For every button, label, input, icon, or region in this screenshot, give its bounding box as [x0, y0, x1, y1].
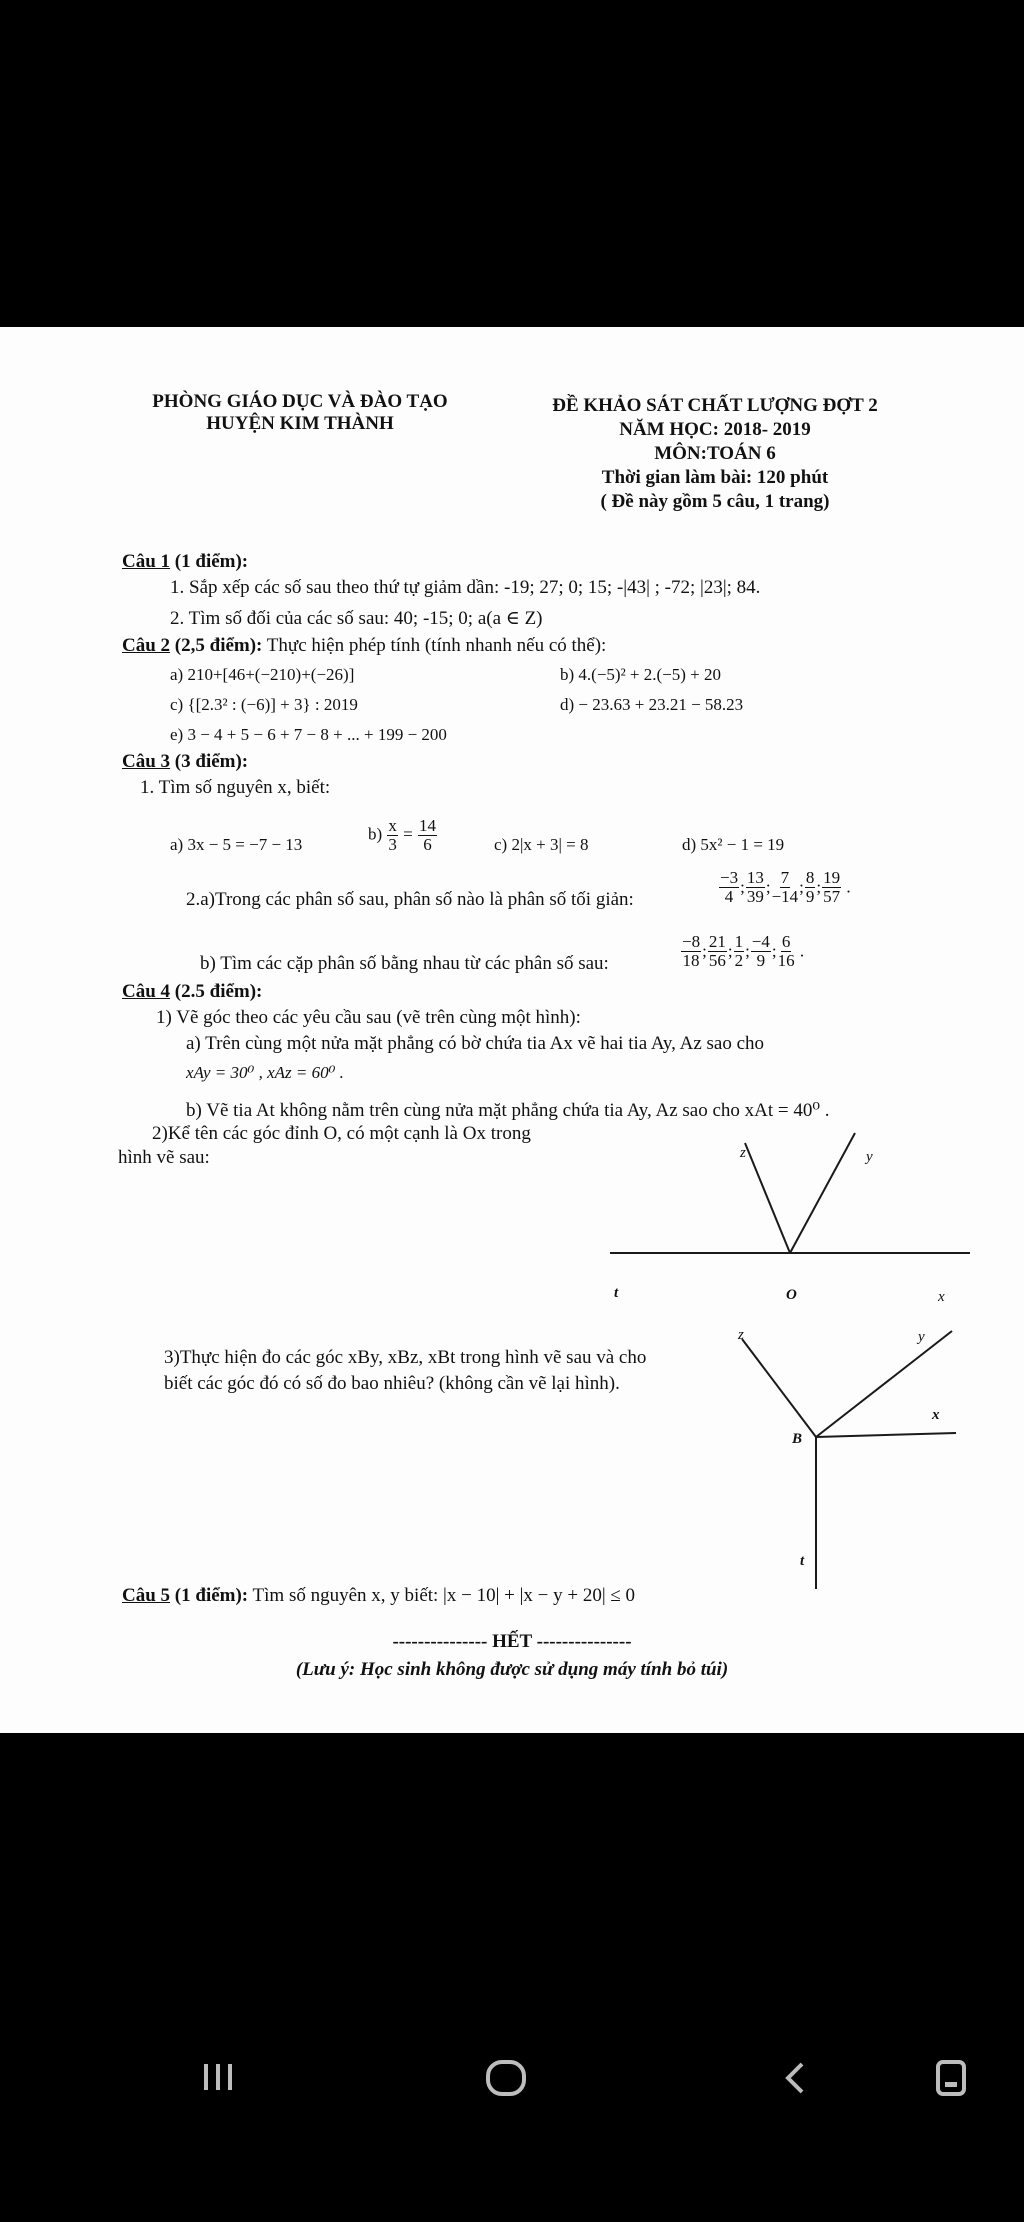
p2b-fraction-1 [681, 933, 701, 970]
fraction-separator: ; [745, 941, 750, 961]
q2-d: d) − 23.63 + 23.21 − 58.23 [560, 695, 744, 714]
q1-heading [122, 551, 248, 573]
header-right-line5: ( Đề này gồm 5 câu, 1 trang) [600, 491, 830, 512]
p2b-fraction-5 [778, 933, 795, 970]
fraction-separator: ; [799, 877, 804, 897]
p2b-fraction-denominator: 18 [682, 950, 700, 970]
p2a-fraction-denominator: 9 [805, 886, 815, 906]
q3-points: (3 điểm): [170, 751, 249, 772]
q4-p3-line1: 3)Thực hiện đo các góc xBy, xBz, xBt trong hình vẽ sau và cho [164, 1347, 647, 1368]
p2b-fraction-numerator: 1 [734, 932, 744, 951]
q4-heading [122, 981, 262, 1003]
q3-c: c) 2|x + 3| = 8 [494, 835, 589, 854]
q4-p1b: b) Vẽ tia At không nằm trên cùng nửa mặt phẳng chứa tia Ay, Az sao cho xAt = 40⁰ . [186, 1100, 830, 1121]
p2b-fraction-3 [734, 933, 745, 970]
q3-b-prefix: b) [368, 824, 383, 844]
p2a-fraction-denominator: 4 [724, 886, 734, 906]
p2a-fraction-1 [719, 869, 739, 906]
p2b-fraction-denominator: 56 [708, 950, 726, 970]
home-button[interactable] [484, 2058, 528, 2103]
p2b-fraction-numerator: −4 [751, 932, 770, 951]
recent-apps-icon [200, 2060, 236, 2094]
q2-b: b) 4.(−5)² + 2.(−5) + 20 [560, 665, 722, 684]
q4-p2-line1: 2)Kể tên các góc đỉnh O, có một cạnh là Ox trong [152, 1123, 531, 1144]
q2-title: Câu 2 [122, 635, 171, 656]
footer-note: (Lưu ý: Học sinh không được sử dụng máy tính bỏ túi) [295, 1659, 729, 1680]
p2a-fraction-numerator: −3 [720, 868, 739, 887]
p2a-fraction-3 [772, 869, 799, 906]
ray-oz [745, 1143, 790, 1253]
q5-title: Câu 5 [122, 1585, 171, 1606]
p2a-fraction-numerator: 7 [780, 868, 790, 887]
header-right-line1: ĐỀ KHẢO SÁT CHẤT LƯỢNG ĐỢT 2 [552, 395, 878, 416]
q1-points: (1 điểm): [170, 551, 249, 572]
q3-d: d) 5x² − 1 = 19 [682, 835, 785, 854]
fraction-separator: ; [816, 877, 822, 897]
header-left-line2: HUYỆN KIM THÀNH [206, 413, 394, 434]
exam-page [0, 327, 1024, 1733]
q2-e: e) 3 − 4 + 5 − 6 + 7 − 8 + ... + 199 − 200 [170, 725, 447, 744]
p2a-fraction-numerator: 13 [746, 868, 764, 887]
screenshot-button[interactable] [934, 2058, 968, 2103]
fig1-label-t: t [614, 1285, 619, 1301]
q4-p3-line2: biết các góc đó có số đo bao nhiêu? (không cần vẽ lại hình). [164, 1373, 620, 1394]
p2a-fraction-denominator: 57 [823, 886, 841, 906]
p2b-fraction-numerator: 21 [708, 932, 726, 951]
p2a-fraction-denominator: 39 [746, 886, 764, 906]
fraction-separator: ; [740, 877, 745, 897]
q1-item1: 1. Sắp xếp các số sau theo thứ tự giảm dần: -19; 27; 0; 15; -|43| ; -72; |23|; 84. [170, 577, 761, 598]
p2b-fraction-denominator: 9 [756, 950, 766, 970]
figure-angles-o [600, 1127, 980, 1277]
q4-p1a: a) Trên cùng một nửa mặt phẳng có bờ chứa tia Ax vẽ hai tia Ay, Az sao cho [186, 1033, 765, 1054]
fig2-label-x: x [932, 1407, 940, 1423]
header-right-line4: Thời gian làm bài: 120 phút [601, 467, 829, 488]
fig2-label-z: z [738, 1327, 744, 1343]
recent-apps-button[interactable] [200, 2060, 236, 2099]
fig2-label-b: B [792, 1431, 803, 1447]
fig1-label-x: x [938, 1289, 945, 1305]
p2b-fraction-4 [751, 933, 771, 970]
q5-desc: Tìm số nguyên x, y biết: |x − 10| + |x − y + 20| ≤ 0 [248, 1585, 636, 1606]
screenshot-icon [934, 2058, 968, 2098]
q3-title: Câu 3 [122, 751, 171, 772]
p2b-fraction-numerator: −8 [682, 932, 701, 951]
fig1-label-y: y [866, 1149, 873, 1165]
q4-p1a-values: xAy = 30⁰ , xAz = 60⁰ . [186, 1063, 344, 1082]
q3-b-fraction-right: $\frac{14}{6}$ [419, 816, 437, 854]
q3-p2a-fraction-list [718, 869, 851, 906]
p2b-fraction-2 [708, 933, 727, 970]
fraction-separator: . [795, 941, 805, 961]
p2a-fraction-denominator: −14 [771, 886, 799, 906]
p2a-fraction-5 [822, 869, 841, 906]
q4-title: Câu 4 [122, 981, 171, 1002]
q2-a: a) 210+[46+(−210)+(−26)] [170, 665, 355, 684]
q4-p1: 1) Vẽ góc theo các yêu cầu sau (vẽ trên cùng một hình): [156, 1007, 581, 1028]
q3-b-eq: = [403, 824, 413, 844]
q3-p2b-fraction-list [680, 933, 804, 970]
p2b-fraction-denominator: 16 [777, 950, 795, 970]
fig2-label-t: t [800, 1553, 805, 1569]
fraction-separator: ; [771, 941, 777, 961]
fraction-separator: ; [765, 877, 771, 897]
p2b-fraction-numerator: 6 [781, 932, 791, 951]
fraction-separator: . [842, 877, 851, 897]
ray-bz [742, 1339, 816, 1437]
back-chevron-icon [780, 2060, 810, 2096]
q3-heading [122, 751, 248, 773]
ray-oy [790, 1133, 855, 1253]
fraction-separator: ; [702, 941, 707, 961]
q4-p2-line2: hình vẽ sau: [118, 1147, 210, 1168]
q1-item2: 2. Tìm số đối của các số sau: 40; -15; 0; a(a ∈ Z) [170, 608, 543, 629]
figure-angles-b [720, 1327, 970, 1597]
header-right-line2: NĂM HỌC: 2018- 2019 [619, 419, 811, 440]
fig2-label-y: y [918, 1329, 925, 1345]
fraction-separator: ; [727, 941, 733, 961]
q3-p2b: b) Tìm các cặp phân số bằng nhau từ các phân số sau: [200, 953, 609, 974]
back-button[interactable] [780, 2060, 810, 2101]
q2-desc: Thực hiện phép tính (tính nhanh nếu có thể): [262, 635, 607, 656]
fig1-label-z: z [740, 1145, 746, 1161]
q4-points: (2.5 điểm): [170, 981, 263, 1002]
header-right-line3: MÔN:TOÁN 6 [654, 443, 776, 464]
q3-b [368, 817, 438, 854]
q2-points: (2,5 điểm): [170, 635, 263, 656]
p2b-fraction-denominator: 2 [734, 950, 744, 970]
p2a-fraction-2 [746, 869, 765, 906]
p2a-fraction-numerator: 19 [823, 868, 841, 887]
q3-intro: 1. Tìm số nguyên x, biết: [140, 777, 331, 798]
home-icon [484, 2058, 528, 2098]
q5-heading [122, 1585, 635, 1607]
p2a-fraction-4 [805, 869, 816, 906]
q2-heading [122, 635, 606, 657]
q5-points: (1 điểm): [170, 1585, 249, 1606]
q3-a: a) 3x − 5 = −7 − 13 [170, 835, 303, 854]
header-left-line1: PHÒNG GIÁO DỤC VÀ ĐÀO TẠO [152, 391, 448, 412]
q3-b-fraction-left: $\frac{x}{3}$ [388, 816, 397, 854]
ray-bx [816, 1433, 956, 1437]
fig1-label-o: O [786, 1287, 797, 1303]
q3-p2a: 2.a)Trong các phân số sau, phân số nào là phân số tối giản: [186, 889, 634, 910]
q2-c: c) {[2.3² : (−6)] + 3} : 2019 [170, 695, 358, 714]
q1-title: Câu 1 [122, 551, 171, 572]
end-marker: --------------- HẾT --------------- [392, 1631, 632, 1652]
p2a-fraction-numerator: 8 [805, 868, 815, 887]
